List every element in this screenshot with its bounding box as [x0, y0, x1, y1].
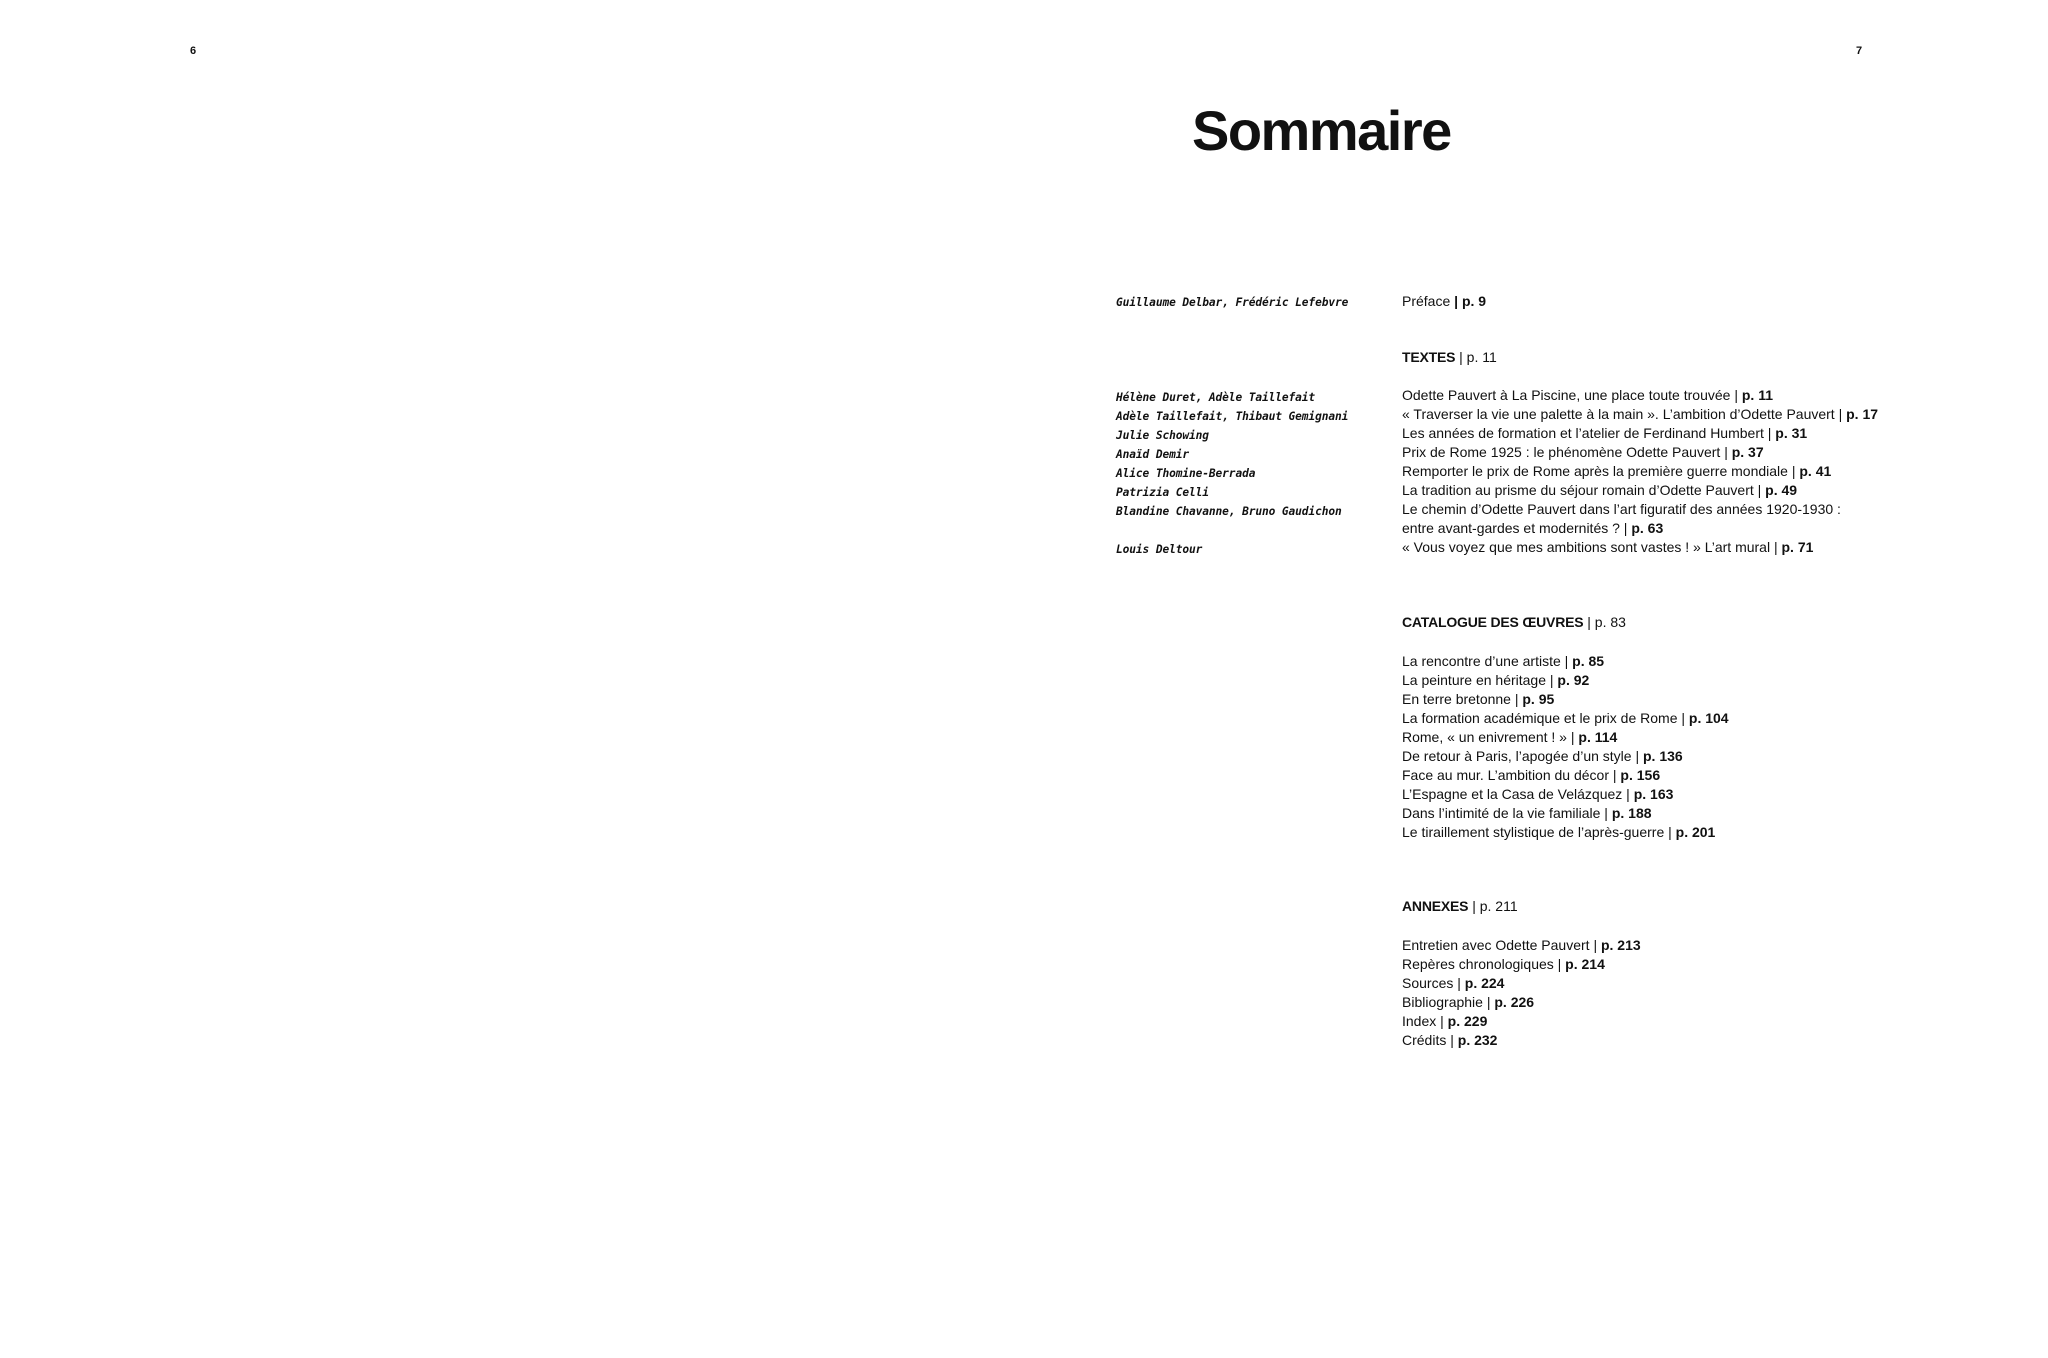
- entry-page: p. 17: [1842, 406, 1879, 422]
- entry-page: p. 224: [1460, 975, 1505, 991]
- page-number-left: 6: [190, 45, 197, 57]
- author: Alice Thomine-Berrada: [1116, 467, 1256, 480]
- section-heading: TEXTES: [1402, 349, 1456, 365]
- entry-page: p. 11: [1737, 387, 1773, 403]
- author: Hélène Duret, Adèle Taillefait: [1116, 391, 1316, 404]
- entry-title: Remporter le prix de Rome après la première guerre mondiale |: [1402, 463, 1796, 479]
- entry-title: « Traverser la vie une palette à la main ». L’ambition d’Odette Pauvert |: [1402, 406, 1843, 422]
- entry-page: p. 114: [1574, 729, 1618, 745]
- entry-page: p. 41: [1795, 463, 1832, 479]
- author: Julie Schowing: [1116, 429, 1209, 442]
- author: Blandine Chavanne, Bruno Gaudichon: [1116, 505, 1342, 518]
- toc-entry: [1402, 652, 1604, 671]
- toc-entry: [1402, 993, 1534, 1012]
- toc-entry: [1402, 405, 1878, 424]
- entry-page: p. 104: [1685, 710, 1729, 726]
- entry-title: L’Espagne et la Casa de Velázquez |: [1402, 786, 1630, 802]
- preface-entry: [1402, 292, 1486, 311]
- entry-page: p. 95: [1518, 691, 1555, 707]
- entry-title: La tradition au prisme du séjour romain d’Odette Pauvert |: [1402, 482, 1762, 498]
- toc-entry: [1402, 462, 1831, 481]
- toc-entry: [1402, 424, 1807, 443]
- section-heading: ANNEXES: [1402, 898, 1469, 914]
- entry-title: Le chemin d’Odette Pauvert dans l’art figuratif des années 1920-1930 :: [1402, 501, 1841, 517]
- section-page: | p. 11: [1459, 349, 1497, 365]
- entry-title: Index |: [1402, 1013, 1444, 1029]
- entry-title: De retour à Paris, l’apogée d’un style |: [1402, 748, 1640, 764]
- entry-page: p. 201: [1671, 824, 1716, 840]
- entry-page: p. 136: [1639, 748, 1683, 764]
- entry-page: p. 71: [1777, 539, 1814, 555]
- entry-page: p. 229: [1443, 1013, 1488, 1029]
- entry-title: Bibliographie |: [1402, 994, 1491, 1010]
- toc-entry: [1402, 481, 1797, 500]
- author: Louis Deltour: [1116, 543, 1203, 556]
- toc-entry: [1402, 500, 1841, 519]
- entry-title: Dans l’intimité de la vie familiale |: [1402, 805, 1608, 821]
- entry-page: p. 92: [1553, 672, 1590, 688]
- toc-entry: [1402, 709, 1729, 728]
- entry-page: p. 214: [1561, 956, 1605, 972]
- toc-entry: [1402, 785, 1673, 804]
- entry-title: Les années de formation et l’atelier de Ferdinand Humbert |: [1402, 425, 1772, 441]
- toc-entry: [1402, 690, 1554, 709]
- page-number-right: 7: [1856, 45, 1863, 57]
- section-catalogue: [1402, 614, 1626, 630]
- toc-entry: [1402, 974, 1504, 993]
- toc-entry: [1402, 1031, 1497, 1050]
- entry-title: La rencontre d’une artiste |: [1402, 653, 1569, 669]
- toc-entry: [1402, 519, 1663, 538]
- entry-page: p. 213: [1597, 937, 1641, 953]
- author: Patrizia Celli: [1116, 486, 1209, 499]
- entry-title: Entretien avec Odette Pauvert |: [1402, 937, 1598, 953]
- toc-entry: [1402, 728, 1617, 747]
- toc-entry: [1402, 955, 1605, 974]
- toc-entry: [1402, 804, 1652, 823]
- section-page: | p. 83: [1587, 614, 1626, 630]
- toc-entry: [1402, 443, 1764, 462]
- entry-title: La formation académique et le prix de Rome |: [1402, 710, 1686, 726]
- entry-page: p. 63: [1627, 520, 1664, 536]
- entry-page: p. 156: [1616, 767, 1661, 783]
- entry-title: Crédits |: [1402, 1032, 1454, 1048]
- entry-page: p. 188: [1607, 805, 1652, 821]
- entry-title: Face au mur. L’ambition du décor |: [1402, 767, 1617, 783]
- toc-entry: [1402, 671, 1589, 690]
- entry-title: Repères chronologiques |: [1402, 956, 1562, 972]
- entry-page: p. 163: [1629, 786, 1674, 802]
- toc-entry: [1402, 766, 1660, 785]
- entry-title: « Vous voyez que mes ambitions sont vastes ! » L’art mural |: [1402, 539, 1778, 555]
- entry-page: p. 49: [1761, 482, 1798, 498]
- section-page: | p. 211: [1472, 898, 1518, 914]
- toc-entry: [1402, 538, 1813, 557]
- section-textes: [1402, 349, 1497, 365]
- entry-title: entre avant-gardes et modernités ? |: [1402, 520, 1628, 536]
- entry-title: Le tiraillement stylistique de l’après-guerre |: [1402, 824, 1672, 840]
- entry-page: p. 85: [1568, 653, 1605, 669]
- entry-page: p. 31: [1771, 425, 1808, 441]
- preface-title: Préface: [1402, 293, 1451, 309]
- entry-title: Rome, « un enivrement ! » |: [1402, 729, 1575, 745]
- entry-page: p. 226: [1490, 994, 1535, 1010]
- section-annexes: [1402, 898, 1518, 914]
- section-heading: CATALOGUE DES ŒUVRES: [1402, 614, 1584, 630]
- entry-title: La peinture en héritage |: [1402, 672, 1554, 688]
- toc-entry: [1402, 747, 1683, 766]
- toc-entry: [1402, 936, 1641, 955]
- author: Adèle Taillefait, Thibaut Gemignani: [1116, 410, 1349, 423]
- preface-page: | p. 9: [1454, 293, 1487, 309]
- entry-page: p. 37: [1727, 444, 1764, 460]
- page-title: Sommaire: [1192, 99, 1451, 162]
- entry-page: p. 232: [1453, 1032, 1498, 1048]
- toc-entry: [1402, 1012, 1487, 1031]
- preface-author: Guillaume Delbar, Frédéric Lefebvre: [1116, 296, 1349, 309]
- author: Anaïd Demir: [1116, 448, 1189, 461]
- entry-title: Odette Pauvert à La Piscine, une place toute trouvée |: [1402, 387, 1738, 403]
- entry-title: Sources |: [1402, 975, 1461, 991]
- toc-entry: [1402, 386, 1773, 405]
- entry-title: Prix de Rome 1925 : le phénomène Odette Pauvert |: [1402, 444, 1728, 460]
- toc-entry: [1402, 823, 1715, 842]
- entry-title: En terre bretonne |: [1402, 691, 1519, 707]
